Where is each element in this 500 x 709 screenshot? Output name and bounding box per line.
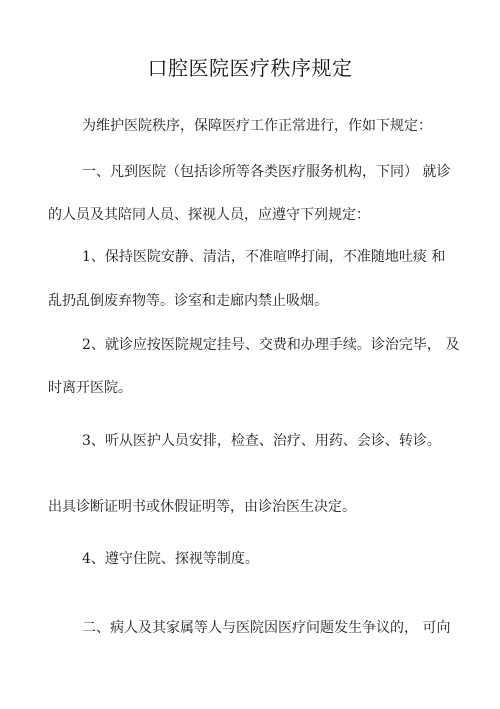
section-1-line-1: 一、凡到医院（包括诊所等各类医疗服务机构，下同） 就诊 [82,164,451,180]
item-2-line-2: 时离开医院。 [48,380,132,396]
item-3-line-2: 出具诊断证明书或休假证明等，由诊治医生决定。 [48,499,356,515]
section-1-line-2: 的人员及其陪同人员、探视人员，应遵守下列规定： [48,207,370,223]
section-2-line-1: 二、病人及其家属等人与医院因医疗问题发生争议的， 可向 [82,620,451,636]
paragraph-intro: 为维护医院秩序，保障医疗工作正常进行，作如下规定： [82,118,432,134]
item-2-line-1: 2、就诊应按医院规定挂号、交费和办理手续。诊治完毕， 及 [82,337,460,353]
item-1-line-1: 1、保持医院安静、清洁，不准喧哗打闹，不准随地吐痰 和 [82,249,446,265]
item-3-line-1: 3、听从医护人员安排，检查、治疗、用药、会诊、转诊。 [82,433,441,449]
document-title: 口腔医院医疗秩序规定 [147,56,353,80]
item-1-line-2: 乱扔乱倒废弃物等。诊室和走廊内禁止吸烟。 [48,293,328,309]
item-4-line-1: 4、遵守住院、探视等制度。 [82,551,259,567]
